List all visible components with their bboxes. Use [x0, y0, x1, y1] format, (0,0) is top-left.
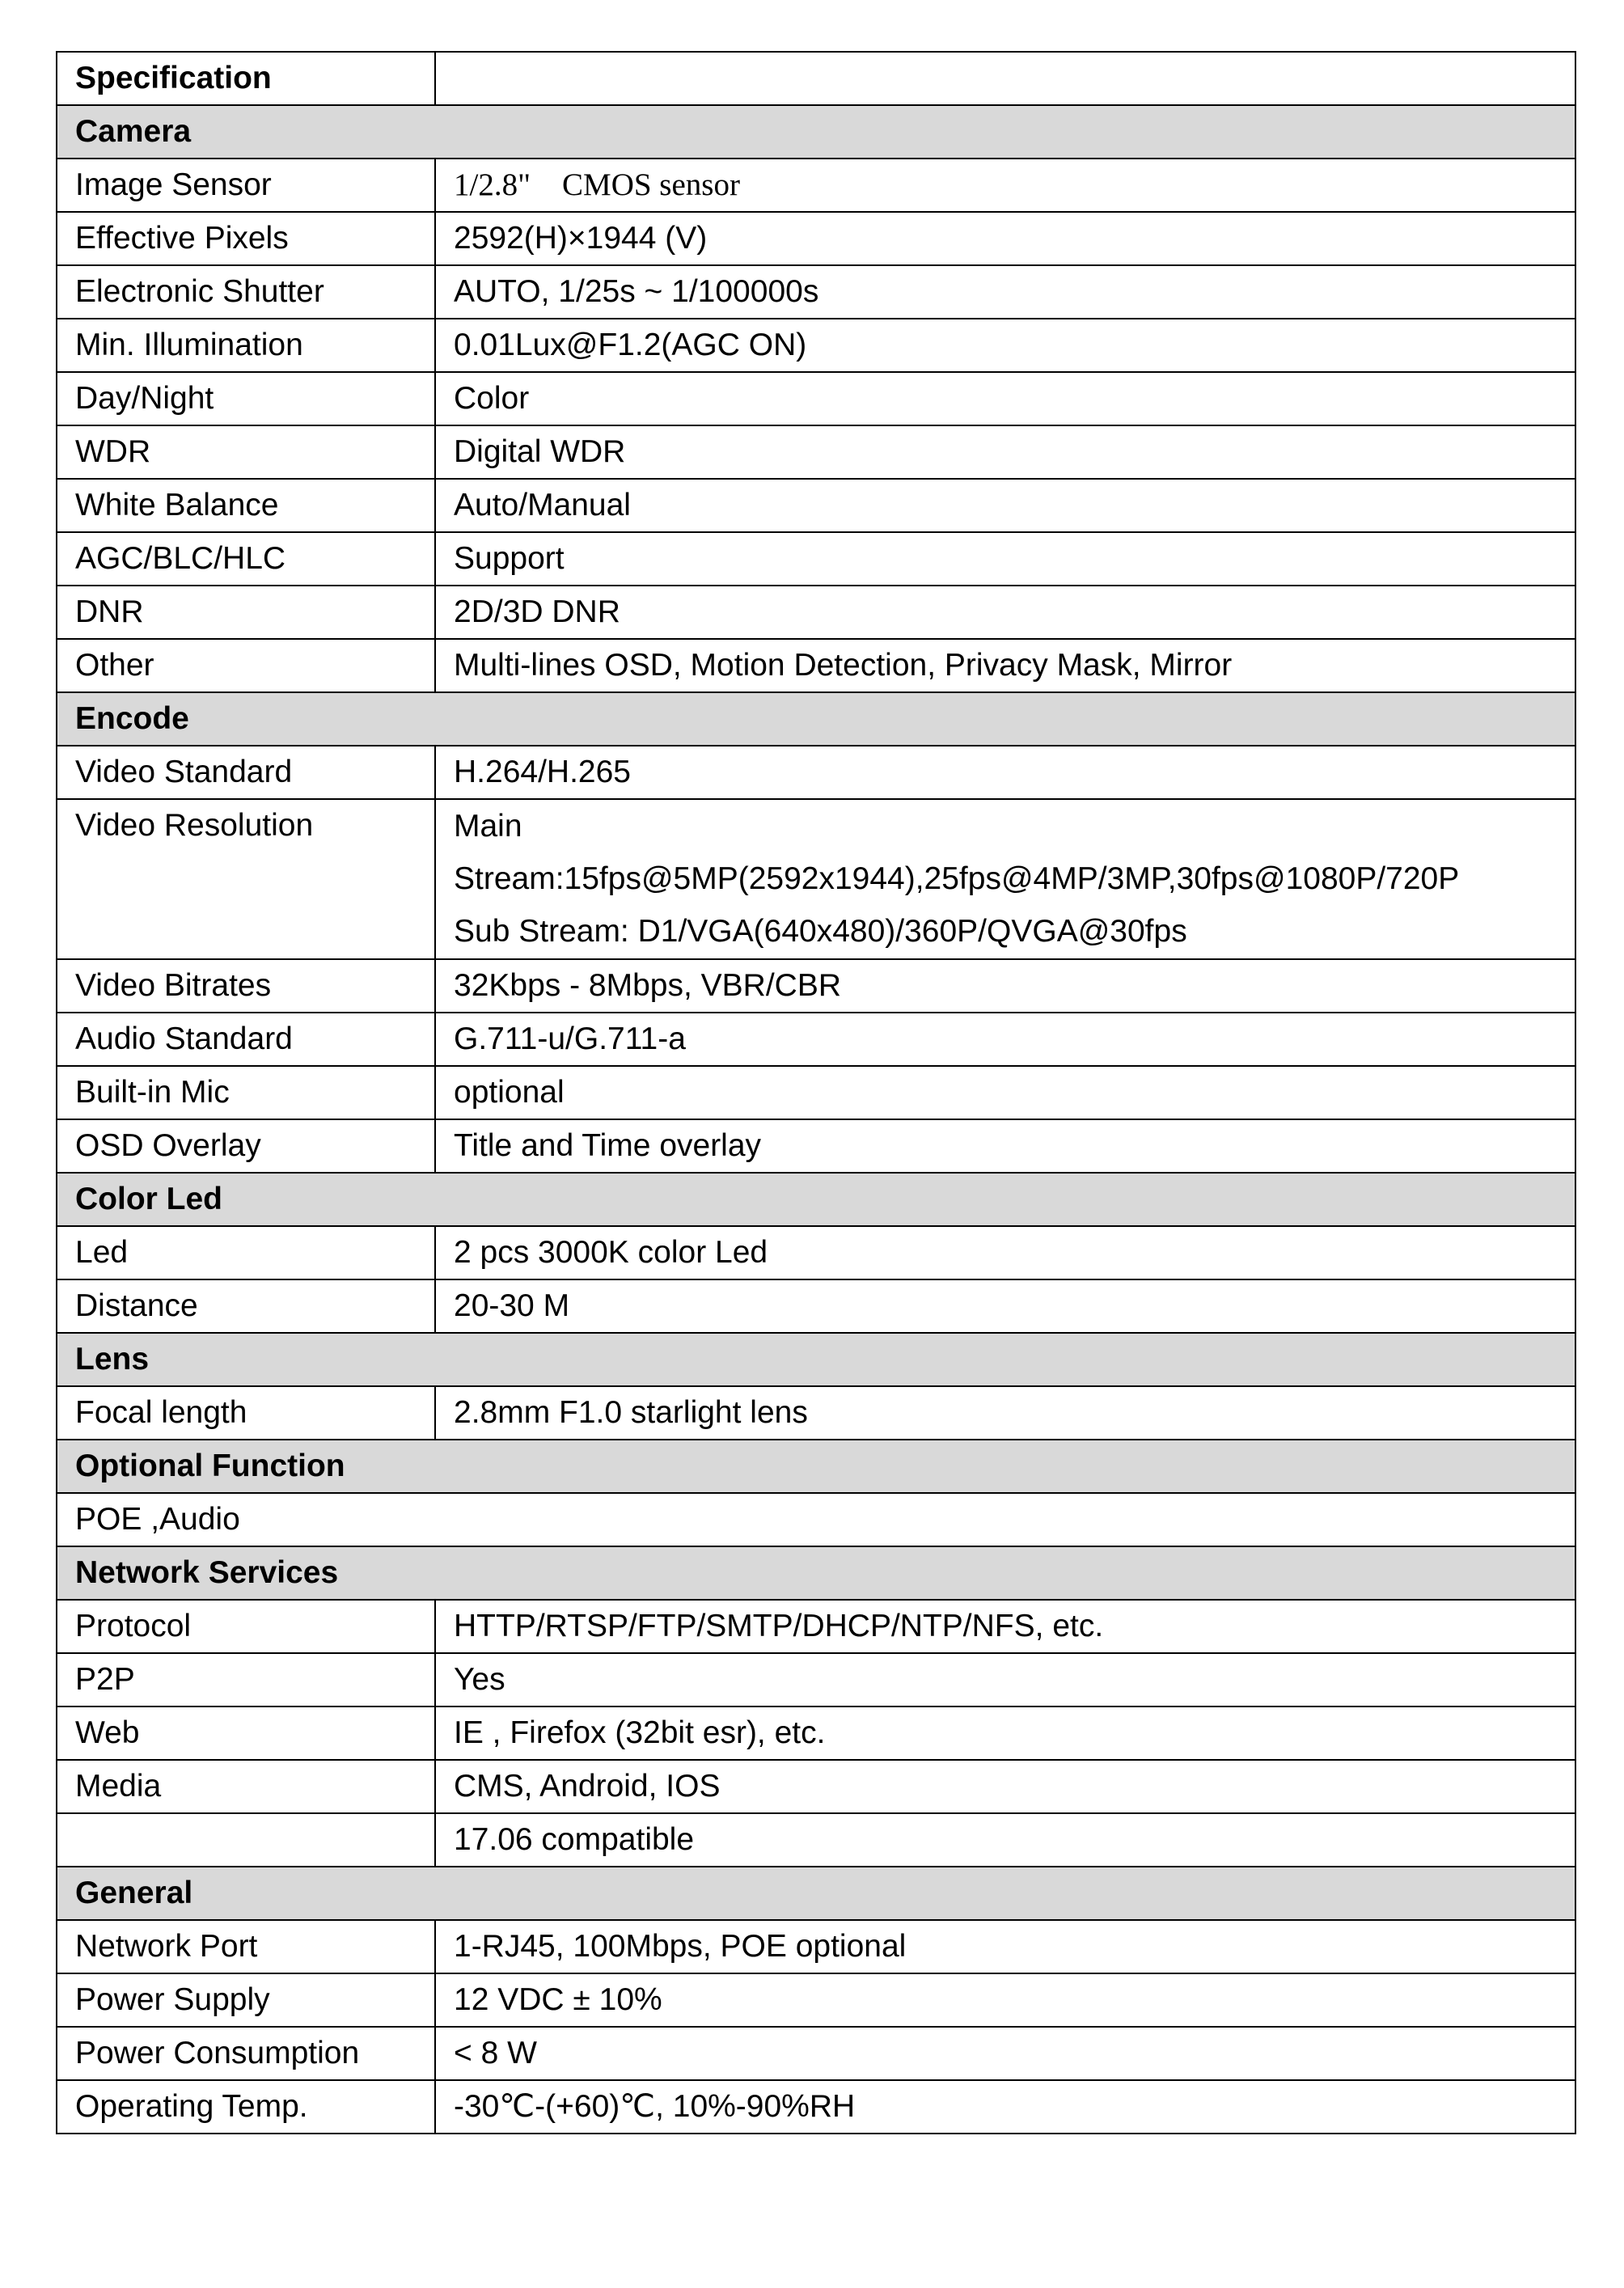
table-title-empty-cell [435, 52, 1575, 105]
spec-value: IE , Firefox (32bit esr), etc. [435, 1706, 1575, 1760]
spec-label: White Balance [57, 479, 435, 532]
spec-label: Media [57, 1760, 435, 1813]
spec-label: AGC/BLC/HLC [57, 532, 435, 586]
spec-label: Electronic Shutter [57, 265, 435, 319]
spec-value: CMS, Android, IOS [435, 1760, 1575, 1813]
table-row [57, 1706, 1575, 1760]
spec-label: Min. Illumination [57, 319, 435, 372]
spec-value: Auto/Manual [435, 479, 1575, 532]
table-row [57, 479, 1575, 532]
spec-value-line: Stream:15fps@5MP(2592x1944),25fps@4MP/3MP,30fps@1080P/720P [454, 861, 1460, 896]
spec-value: optional [435, 1066, 1575, 1119]
spec-label: Network Port [57, 1920, 435, 1973]
spec-label: Video Resolution [57, 799, 435, 959]
table-row [57, 2080, 1575, 2134]
section-header-network-services [57, 1546, 1575, 1600]
spec-value-line: Main [454, 809, 522, 844]
spec-label: Distance [57, 1279, 435, 1333]
spec-value: 0.01Lux@F1.2(AGC ON) [435, 319, 1575, 372]
section-header-optional-function [57, 1440, 1575, 1493]
spec-value: G.711-u/G.711-a [435, 1013, 1575, 1066]
section-title: Encode [57, 692, 1575, 746]
spec-label: P2P [57, 1653, 435, 1706]
spec-value: H.264/H.265 [435, 746, 1575, 799]
table-row [57, 1600, 1575, 1653]
spec-label: Day/Night [57, 372, 435, 425]
spec-label: Image Sensor [57, 159, 435, 212]
table-title: Specification [57, 52, 435, 105]
spec-label: DNR [57, 586, 435, 639]
section-title: General [57, 1867, 1575, 1920]
section-title: Network Services [57, 1546, 1575, 1600]
spec-value: HTTP/RTSP/FTP/SMTP/DHCP/NTP/NFS, etc. [435, 1600, 1575, 1653]
section-header-general [57, 1867, 1575, 1920]
table-row [57, 1013, 1575, 1066]
spec-label: Audio Standard [57, 1013, 435, 1066]
section-title: Optional Function [57, 1440, 1575, 1493]
table-row [57, 1760, 1575, 1813]
spec-label: Built-in Mic [57, 1066, 435, 1119]
spec-label: OSD Overlay [57, 1119, 435, 1173]
table-row [57, 1279, 1575, 1333]
table-row [57, 319, 1575, 372]
spec-label: Effective Pixels [57, 212, 435, 265]
table-row [57, 1920, 1575, 1973]
spec-value-full: POE ,Audio [57, 1493, 1575, 1546]
table-row [57, 799, 1575, 959]
table-row [57, 1119, 1575, 1173]
spec-value: 32Kbps - 8Mbps, VBR/CBR [435, 959, 1575, 1013]
table-row [57, 2027, 1575, 2080]
table-row [57, 372, 1575, 425]
table-row [57, 532, 1575, 586]
spec-label: Power Supply [57, 1973, 435, 2027]
table-row [57, 1066, 1575, 1119]
table-row [57, 159, 1575, 212]
section-header-encode [57, 692, 1575, 746]
table-row [57, 1973, 1575, 2027]
spec-value: Title and Time overlay [435, 1119, 1575, 1173]
spec-label: Protocol [57, 1600, 435, 1653]
spec-value: < 8 W [435, 2027, 1575, 2080]
spec-value: 1/2.8" CMOS sensor [435, 159, 1575, 212]
table-row [57, 1653, 1575, 1706]
spec-label: Operating Temp. [57, 2080, 435, 2134]
table-row [57, 1386, 1575, 1440]
table-row [57, 1493, 1575, 1546]
table-row [57, 425, 1575, 479]
table-row [57, 959, 1575, 1013]
spec-value: Multi-lines OSD, Motion Detection, Privacy Mask, Mirror [435, 639, 1575, 692]
spec-value: 20-30 M [435, 1279, 1575, 1333]
spec-value: 12 VDC ± 10% [435, 1973, 1575, 2027]
spec-value: Support [435, 532, 1575, 586]
spec-value: 2 pcs 3000K color Led [435, 1226, 1575, 1279]
spec-value: 1-RJ45, 100Mbps, POE optional [435, 1920, 1575, 1973]
spec-label-empty [57, 1813, 435, 1867]
spec-label: Web [57, 1706, 435, 1760]
section-header-camera [57, 105, 1575, 159]
spec-label: Video Standard [57, 746, 435, 799]
table-row [57, 212, 1575, 265]
spec-value: 2.8mm F1.0 starlight lens [435, 1386, 1575, 1440]
spec-label: Other [57, 639, 435, 692]
spec-value: 2592(H)×1944 (V) [435, 212, 1575, 265]
spec-value: 2D/3D DNR [435, 586, 1575, 639]
spec-value: Yes [435, 1653, 1575, 1706]
section-header-lens [57, 1333, 1575, 1386]
spec-value: 17.06 compatible [435, 1813, 1575, 1867]
table-row [57, 1226, 1575, 1279]
table-row [57, 586, 1575, 639]
spec-label: Video Bitrates [57, 959, 435, 1013]
spec-value: AUTO, 1/25s ~ 1/100000s [435, 265, 1575, 319]
spec-value: Digital WDR [435, 425, 1575, 479]
spec-value-multiline [435, 799, 1575, 959]
section-title: Color Led [57, 1173, 1575, 1226]
table-row [57, 1813, 1575, 1867]
spec-value-line: Sub Stream: D1/VGA(640x480)/360P/QVGA@30fps [454, 914, 1187, 949]
spec-value: Color [435, 372, 1575, 425]
section-title: Lens [57, 1333, 1575, 1386]
specification-table [56, 51, 1576, 2134]
table-row [57, 265, 1575, 319]
spec-label: Focal length [57, 1386, 435, 1440]
spec-label: Led [57, 1226, 435, 1279]
table-header-row [57, 52, 1575, 105]
spec-label: WDR [57, 425, 435, 479]
table-row [57, 639, 1575, 692]
spec-label: Power Consumption [57, 2027, 435, 2080]
section-header-color-led [57, 1173, 1575, 1226]
spec-value: -30℃-(+60)℃, 10%-90%RH [435, 2080, 1575, 2134]
section-title: Camera [57, 105, 1575, 159]
table-row [57, 746, 1575, 799]
